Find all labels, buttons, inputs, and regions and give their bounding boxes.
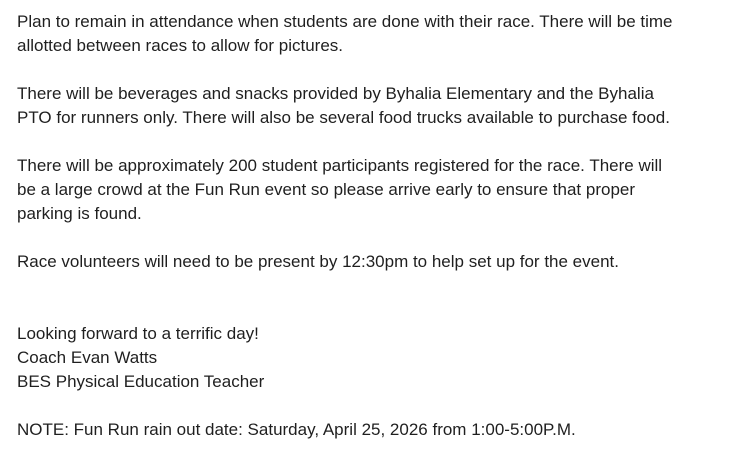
paragraph-line: There will be beverages and snacks provided by Byhalia Elementary and the Byhalia: [17, 84, 654, 103]
signature-title: BES Physical Education Teacher: [17, 372, 265, 391]
spacer: [17, 298, 731, 322]
paragraph-line: parking is found.: [17, 204, 142, 223]
paragraph-participants: [17, 154, 731, 226]
paragraph-refreshments: [17, 82, 731, 130]
spacer: [17, 394, 731, 418]
rain-date-note: NOTE: Fun Run rain out date: Saturday, April 25, 2026 from 1:00-5:00P.M.: [17, 420, 576, 439]
spacer: [17, 274, 731, 298]
paragraph-line: be a large crowd at the Fun Run event so please arrive early to ensure that proper: [17, 180, 636, 199]
paragraph-line: PTO for runners only. There will also be several food trucks available to purchase food.: [17, 108, 670, 127]
paragraph-line: Plan to remain in attendance when students are done with their race. There will be time: [17, 12, 673, 31]
paragraph-volunteers: [17, 250, 731, 274]
closing-block: [17, 322, 731, 394]
document-body: [17, 10, 731, 442]
signature-name: Coach Evan Watts: [17, 348, 158, 367]
paragraph-line: allotted between races to allow for pictures.: [17, 36, 344, 55]
spacer: [17, 130, 731, 154]
paragraph-line: Race volunteers will need to be present by 12:30pm to help set up for the event.: [17, 252, 619, 271]
paragraph-pictures: [17, 10, 731, 58]
spacer: [17, 226, 731, 250]
closing-line: Looking forward to a terrific day!: [17, 324, 259, 343]
paragraph-line: There will be approximately 200 student participants registered for the race. There will: [17, 156, 663, 175]
spacer: [17, 58, 731, 82]
